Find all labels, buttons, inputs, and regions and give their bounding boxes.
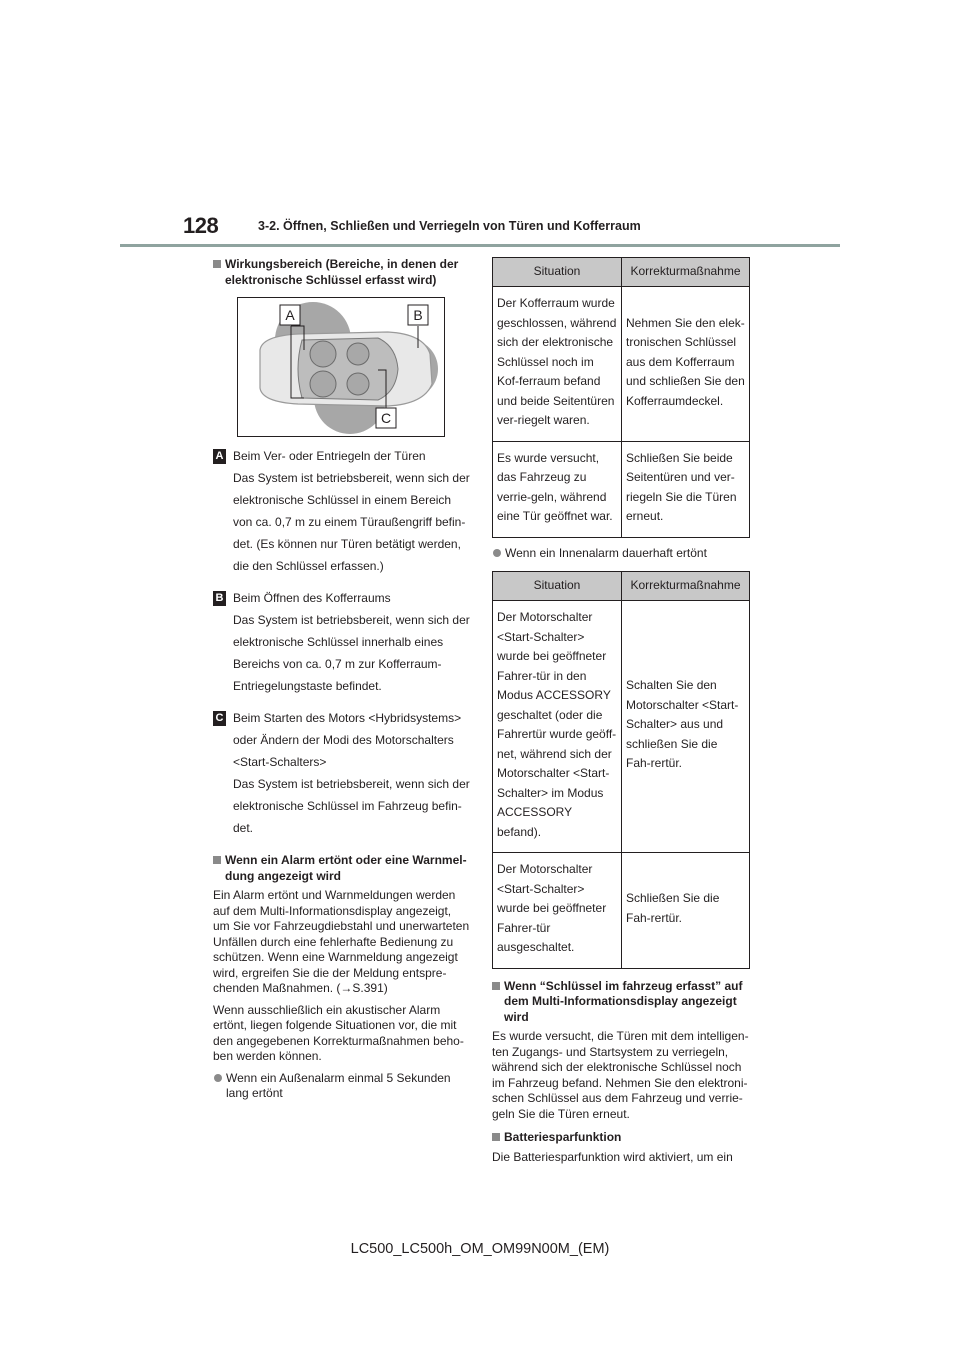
table-cell: Schließen Sie beide Seitentüren und ver-riegeln Sie die Türen erneut. (622, 441, 750, 537)
paragraph-battery-saver: Die Batteriesparfunktion wird aktiviert, um ein (492, 1149, 733, 1164)
table-cell: Der Motorschalter <Start-Schalter> wurde bei geöffneter Fahrer-tür in den Modus ACCESSORY geschaltet (oder die Fahrertür wurde geöff-net, während sich der Motorschalter <Start-Schalter> im Modus ACCESSORY befand). (493, 601, 622, 853)
table-interior-alarm (492, 571, 750, 969)
column-header-situation: Situation (493, 572, 622, 601)
seat-icon (310, 371, 336, 397)
table-cell: Es wurde versucht, das Fahrzeug zu verrie-geln, während eine Tür geöffnet war. (493, 441, 622, 537)
seat-icon (347, 343, 369, 365)
paragraph-key-detected: Es wurde versucht, die Türen mit dem intelligen-ten Zugangs- und Startsystem zu verriegeln, während sich der elektronische Schlüssel noch im Fahrzeug befand. Nehmen Sie den elektroni-schen Schlüssel aus dem Fahrzeug und verrie-geln Sie die Türen erneut. (492, 1029, 749, 1121)
left-column (213, 257, 470, 1102)
item-a: A Beim Ver- oder Entriegeln der Türen Das System ist betriebsbereit, wenn sich der elektronische Schlüssel in einem Bereich von ca. 0,7 m zu einem Türaußengriff befin- det. (Es können nur Türen betätigt werden, die den Schlüssel erfassen.) (213, 445, 470, 577)
square-bullet-icon (492, 1133, 500, 1141)
marker-b: B (213, 591, 226, 606)
label-c: C (380, 410, 392, 426)
label-b: B (413, 307, 423, 323)
table-header-row (493, 572, 750, 601)
header-rule (120, 244, 840, 247)
marker-a: A (213, 449, 226, 464)
page-number: 128 (183, 213, 219, 238)
table-cell: Der Kofferraum wurde geschlossen, während sich der elektronische Schlüssel noch im Kof-ferraum befand und beide Seitentüren ver-riegelt waren. (493, 287, 622, 442)
round-bullet-icon (493, 549, 501, 557)
square-bullet-icon (213, 260, 221, 268)
column-header-situation: Situation (493, 258, 622, 287)
section-heading-range: Wirkungsbereich (Bereiche, in denen der elektronische Schlüssel erfasst wird) (213, 257, 470, 288)
section-heading-key-detected: Wenn “Schlüssel im fahrzeug erfasst” auf dem Multi-Informationsdisplay angezeigt wird (492, 979, 750, 1026)
car-top-view-illustration (238, 298, 444, 436)
section-heading-battery-saver: Batteriesparfunktion (492, 1130, 750, 1146)
table-exterior-alarm (492, 257, 750, 538)
label-a: A (285, 307, 295, 323)
chapter-title: 3-2. Öffnen, Schließen und Verriegeln von Türen und Kofferraum (258, 219, 641, 233)
item-c: C Beim Starten des Motors <Hybridsystems> oder Ändern der Modi des Motorschalters <Start-Schalters> Das System ist betriebsbereit, wenn sich der elektronische Schlüssel im Fahrzeug befin- det. (213, 707, 470, 839)
column-header-action: Korrekturmaßnahme (622, 258, 750, 287)
footer-document-code: LC500_LC500h_OM_OM99N00M_(EM) (350, 1241, 610, 1257)
section-heading-alarm: Wenn ein Alarm ertönt oder eine Warnmel-dung angezeigt wird (213, 853, 470, 884)
table-header-row (493, 258, 750, 287)
paragraph-alarm: Ein Alarm ertönt und Warnmeldungen werden auf dem Multi-Informationsdisplay angezeigt, um Sie vor Fahrzeugdiebstahl und unerwarteten Unfällen durch eine fehlerhafte Bedienung zu schützen. Wenn eine Warnmeldung angezeigt wird, ergreifen Sie die der Meldung entspre-chenden Maßnahmen. (→S.391) (213, 888, 470, 995)
table-cell: Schalten Sie den Motorschalter <Start-Schalter> aus und schließen Sie die Fah-rertür. (622, 601, 750, 853)
seat-icon (310, 341, 336, 367)
square-bullet-icon (492, 982, 500, 990)
right-column (492, 257, 750, 1165)
detection-range-diagram (237, 297, 445, 437)
marker-c: C (213, 711, 226, 726)
paragraph-acoustic: Wenn ausschließlich ein akustischer Alarm ertönt, liegen folgende Situationen vor, die mit den angegebenen Korrekturmaßnahmen beho-ben werden können. (213, 1002, 464, 1063)
table-cell: Schließen Sie die Fah-rertür. (622, 853, 750, 969)
table-row (493, 287, 750, 442)
item-b: B Beim Öffnen des Kofferraums Das System ist betriebsbereit, wenn sich der elektronische Schlüssel innerhalb eines Bereichs von ca. 0,7 m zur Kofferraum- Entriegelungstaste befindet. (213, 587, 470, 697)
table-cell: Der Motorschalter <Start-Schalter> wurde bei geöffneter Fahrer-tür ausgeschaltet. (493, 853, 622, 969)
table-row (493, 601, 750, 853)
round-bullet-icon (214, 1074, 222, 1082)
table-row (493, 441, 750, 537)
square-bullet-icon (213, 856, 221, 864)
table-row (493, 853, 750, 969)
table-cell: Nehmen Sie den elek-tronischen Schlüssel aus dem Kofferraum und schließen Sie den Kofferraumdeckel. (622, 287, 750, 442)
seat-icon (347, 373, 369, 395)
column-header-action: Korrekturmaßnahme (622, 572, 750, 601)
bullet-exterior-alarm: Wenn ein Außenalarm einmal 5 Sekunden lang ertönt (213, 1071, 470, 1102)
bullet-interior-alarm: Wenn ein Innenalarm dauerhaft ertönt (492, 546, 750, 562)
